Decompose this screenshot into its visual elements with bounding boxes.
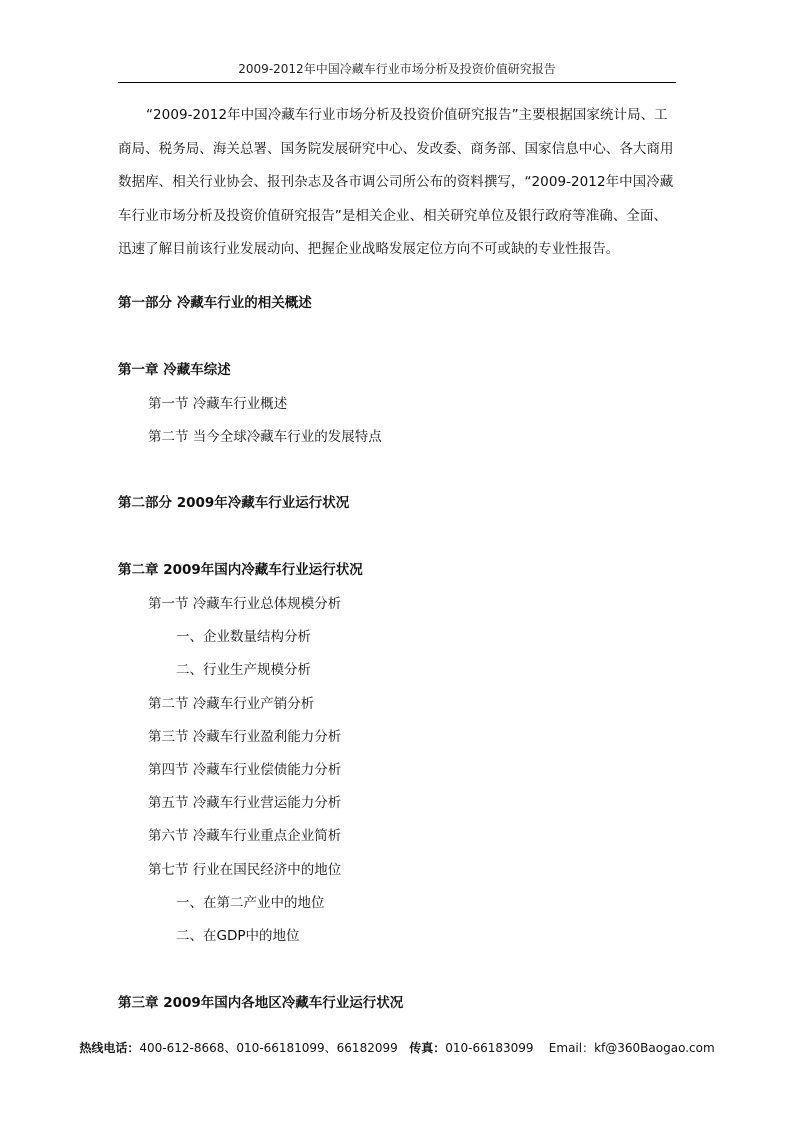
toc-section: 第四节 冷藏车行业偿债能力分析 xyxy=(148,762,342,778)
toc-heading: 第三章 2009年国内各地区冷藏车行业运行状况 xyxy=(118,995,404,1011)
fax-label: 传真： xyxy=(409,1041,446,1055)
header-title: 2009-2012年中国冷藏车行业市场分析及投资价值研究报告 xyxy=(238,62,556,76)
toc-section: 第三节 冷藏车行业盈利能力分析 xyxy=(148,729,342,745)
toc-subsection: 二、在GDP中的地位 xyxy=(176,928,300,944)
toc-heading: 第二部分 2009年冷藏车行业运行状况 xyxy=(118,495,350,511)
hotline-label: 热线电话： xyxy=(79,1041,140,1055)
toc-heading: 第二章 2009年国内冷藏车行业运行状况 xyxy=(118,562,363,578)
toc-section: 第六节 冷藏车行业重点企业简析 xyxy=(148,828,342,844)
email-label: Email： xyxy=(548,1041,595,1055)
toc-subsection: 一、企业数量结构分析 xyxy=(176,629,311,645)
toc-heading: 第一部分 冷藏车行业的相关概述 xyxy=(118,295,312,311)
intro-paragraph: “2009-2012年中国冷藏车行业市场分析及投资价值研究报告”主要根据国家统计局、工商局、税务局、海关总署、国务院发展研究中心、发改委、商务部、国家信息中心、各大商用数据库、相关行业协会、报刊杂志及各市调公司所公布的资料撰写，“2009-2012年中国冷藏车行业市场分析及投资价值研究报告”是相关企业、相关研究单位及银行政府等准确、全面、迅速了解目前该行业发展动向、把握企业战略发展定位方向不可或缺的专业性报告。 xyxy=(118,107,674,257)
toc-section: 第一节 冷藏车行业概述 xyxy=(148,396,288,412)
page-footer xyxy=(0,1038,794,1058)
fax-number: 010-66183099 xyxy=(445,1041,534,1055)
toc-section: 第二节 冷藏车行业产销分析 xyxy=(148,696,315,712)
email-address: kf@360Baogao.com xyxy=(594,1041,715,1055)
toc-section: 第七节 行业在国民经济中的地位 xyxy=(148,862,342,878)
toc-subsection: 一、在第二产业中的地位 xyxy=(176,895,325,911)
page-header xyxy=(118,60,676,83)
toc-heading: 第一章 冷藏车综述 xyxy=(118,362,231,378)
toc-section: 第二节 当今全球冷藏车行业的发展特点 xyxy=(148,429,382,445)
hotline-numbers: 400-612-8668、010-66181099、66182099 xyxy=(139,1041,398,1055)
toc-section: 第一节 冷藏车行业总体规模分析 xyxy=(148,596,342,612)
toc-section: 第五节 冷藏车行业营运能力分析 xyxy=(148,795,342,811)
toc-subsection: 二、行业生产规模分析 xyxy=(176,662,311,678)
